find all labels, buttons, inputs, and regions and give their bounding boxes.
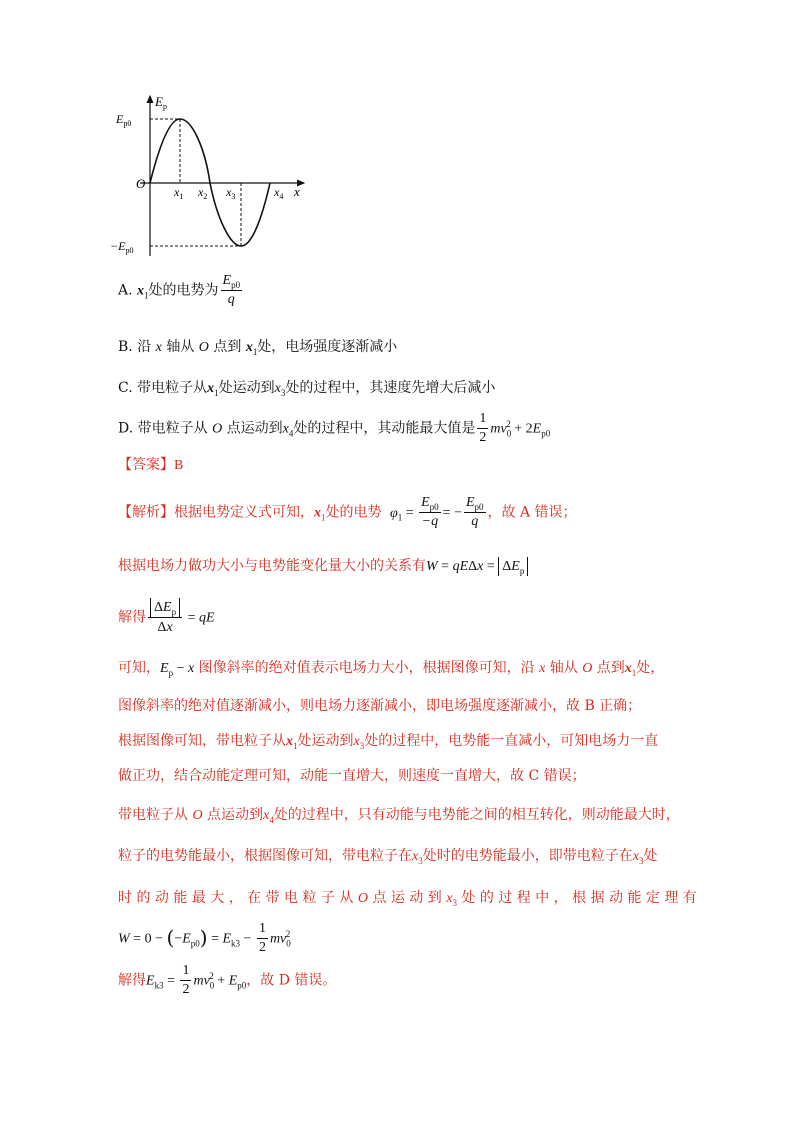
analysis-line-9: 粒子的电势能最小，根据图像可知，带电粒子在$x_3$处时的电势能最小，即带电粒子在$x_3$处 <box>118 848 658 866</box>
analysis-line-3: 解得 $\frac{\Delta E_p}{\Delta x}$ = qE <box>118 600 215 635</box>
option-a: A. $x_1$处的电势为 $\frac{E_{p0}}{q}$ <box>118 273 241 307</box>
analysis-line-11: $W = 0 - (-E_{p0}) = E_{k3}$ − $\frac{1}{2}$ $mv_0^2$ <box>118 921 291 955</box>
origin-label: O <box>136 176 146 191</box>
answer-value: B <box>174 458 184 473</box>
x-axis-label: x <box>294 184 300 199</box>
ep-x-graph <box>110 88 320 260</box>
x4-label: $x_4$ <box>274 185 284 201</box>
analysis-line-8: 带电粒子从 O 点运动到$x_4$处的过程中，只有动能与电势能之间的相互转化，则动能最大时， <box>118 807 680 825</box>
analysis-line-12: 解得$E_{k3}$ = $\frac{1}{2}$ $mv_0^2 + E_{p0}$，故 D 错误。 <box>118 963 337 997</box>
answer-line <box>118 455 183 476</box>
analysis-line-1: 【解析】根据电势定义式可知，$x_1$处的电势 $\varphi_1$ = $\frac{E_{p0}}{-q}$ = − $\frac{E_{p0}}{q}$ ，故 A 错误； <box>118 495 577 529</box>
neg-ep0-label: $-E_{p0}$ <box>110 239 134 255</box>
ep0-label: $E_{p0}$ <box>116 112 132 128</box>
x3-label: $x_3$ <box>226 185 236 201</box>
analysis-line-7: 做正功，结合动能定理可知，动能一直增大，则速度一直增大，故 C 错误； <box>118 768 586 784</box>
x1-label: $x_1$ <box>174 185 184 201</box>
analysis-line-6: 根据图像可知，带电粒子从$x_1$处运动到$x_3$处的过程中，电势能一直减小，可知电场力一直 <box>118 733 659 751</box>
option-b: B. 沿 x 轴从 O 点到 $x_1$处，电场强度逐渐减小 <box>118 339 398 357</box>
y-axis-label: $E_p$ <box>155 94 167 111</box>
analysis-line-5: 图像斜率的绝对值逐渐减小，则电场力逐渐减小，即电场强度逐渐减小，故 B 正确； <box>118 698 642 714</box>
answer-tag: 【答案】 <box>118 457 174 473</box>
option-d: D. 带电粒子从 O 点运动到$x_4$处的过程中，其动能最大值是 $\frac{1}{2}$ $mv_0^2 + 2E_{p0}$ <box>118 411 551 445</box>
analysis-line-4: 可知，$E_p - x$ 图像斜率的绝对值表示电场力大小，根据图像可知，沿 x 轴从 O 点到$x_1$处， <box>118 660 665 678</box>
analysis-line-2: 根据电场力做功大小与电势能变化量大小的关系有$W = qE\Delta x = \Delta E_p$ <box>118 556 528 577</box>
x2-label: $x_2$ <box>198 185 208 201</box>
option-c: C. 带电粒子从$x_1$处运动到$x_3$处的过程中，其速度先增大后减小 <box>118 380 496 398</box>
analysis-line-10: 时 的 动 能 最 大 ， 在 带 电 粒 子 从 O 点 运 动 到 $x_3$ 处 的 过 程 中 ， 根 据 动 能 定 理 有 <box>118 890 697 908</box>
